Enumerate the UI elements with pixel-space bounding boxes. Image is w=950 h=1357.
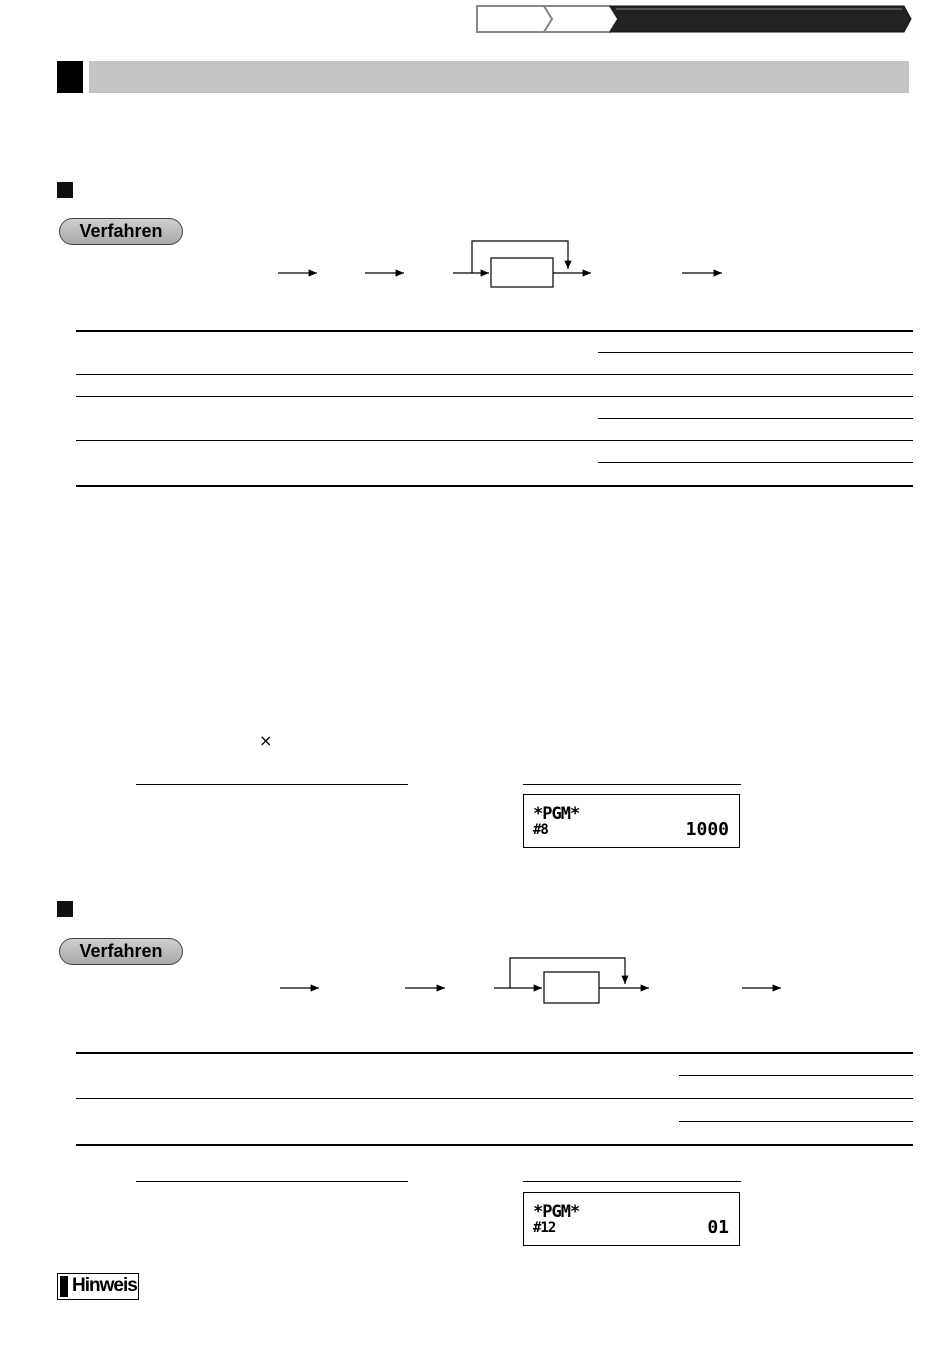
procedure-badge-1: Verfahren	[59, 218, 183, 245]
key-operation-rule-2	[136, 1181, 408, 1182]
table-rule	[76, 485, 913, 487]
table-rule	[76, 1052, 913, 1054]
procedure-badge-2: Verfahren	[59, 938, 183, 965]
table-rule	[76, 1144, 913, 1146]
print-rule-1	[523, 784, 741, 785]
display-value: 01	[707, 1217, 729, 1238]
note-marker	[60, 1276, 68, 1297]
section-title-bar	[89, 61, 909, 93]
pgm-display-1	[523, 794, 740, 848]
key-box	[491, 258, 553, 287]
procedure-flow-diagram-2	[270, 952, 790, 1010]
display-code: #12	[533, 1220, 556, 1236]
key-operation-rule-1	[136, 784, 408, 785]
multiply-symbol: ×	[259, 731, 273, 750]
table-rule	[598, 462, 913, 463]
table-rule	[76, 374, 913, 375]
subsection-bullet-1	[57, 182, 73, 198]
table-rule	[598, 418, 913, 419]
key-box	[544, 972, 599, 1003]
table-rule	[76, 396, 913, 397]
pgm-display-2	[523, 1192, 740, 1246]
table-rule	[76, 440, 913, 441]
table-rule	[76, 1098, 913, 1099]
breadcrumb-tab-1	[477, 6, 552, 32]
section-marker	[57, 61, 83, 93]
procedure-flow-diagram-1	[270, 236, 740, 291]
table-rule	[679, 1121, 913, 1122]
display-value: 1000	[685, 819, 729, 840]
subsection-bullet-2	[57, 901, 73, 917]
note-label	[57, 1273, 139, 1300]
table-rule	[598, 352, 913, 353]
breadcrumb-tabs	[476, 5, 912, 33]
table-rule	[76, 330, 913, 332]
table-rule	[679, 1075, 913, 1076]
display-code: #8	[533, 822, 548, 838]
display-mode: *PGM*	[533, 804, 580, 824]
note-label-text: Hinweis	[72, 1275, 137, 1296]
breadcrumb-tab-2	[544, 6, 618, 32]
display-mode: *PGM*	[533, 1202, 580, 1222]
print-rule-2	[523, 1181, 741, 1182]
